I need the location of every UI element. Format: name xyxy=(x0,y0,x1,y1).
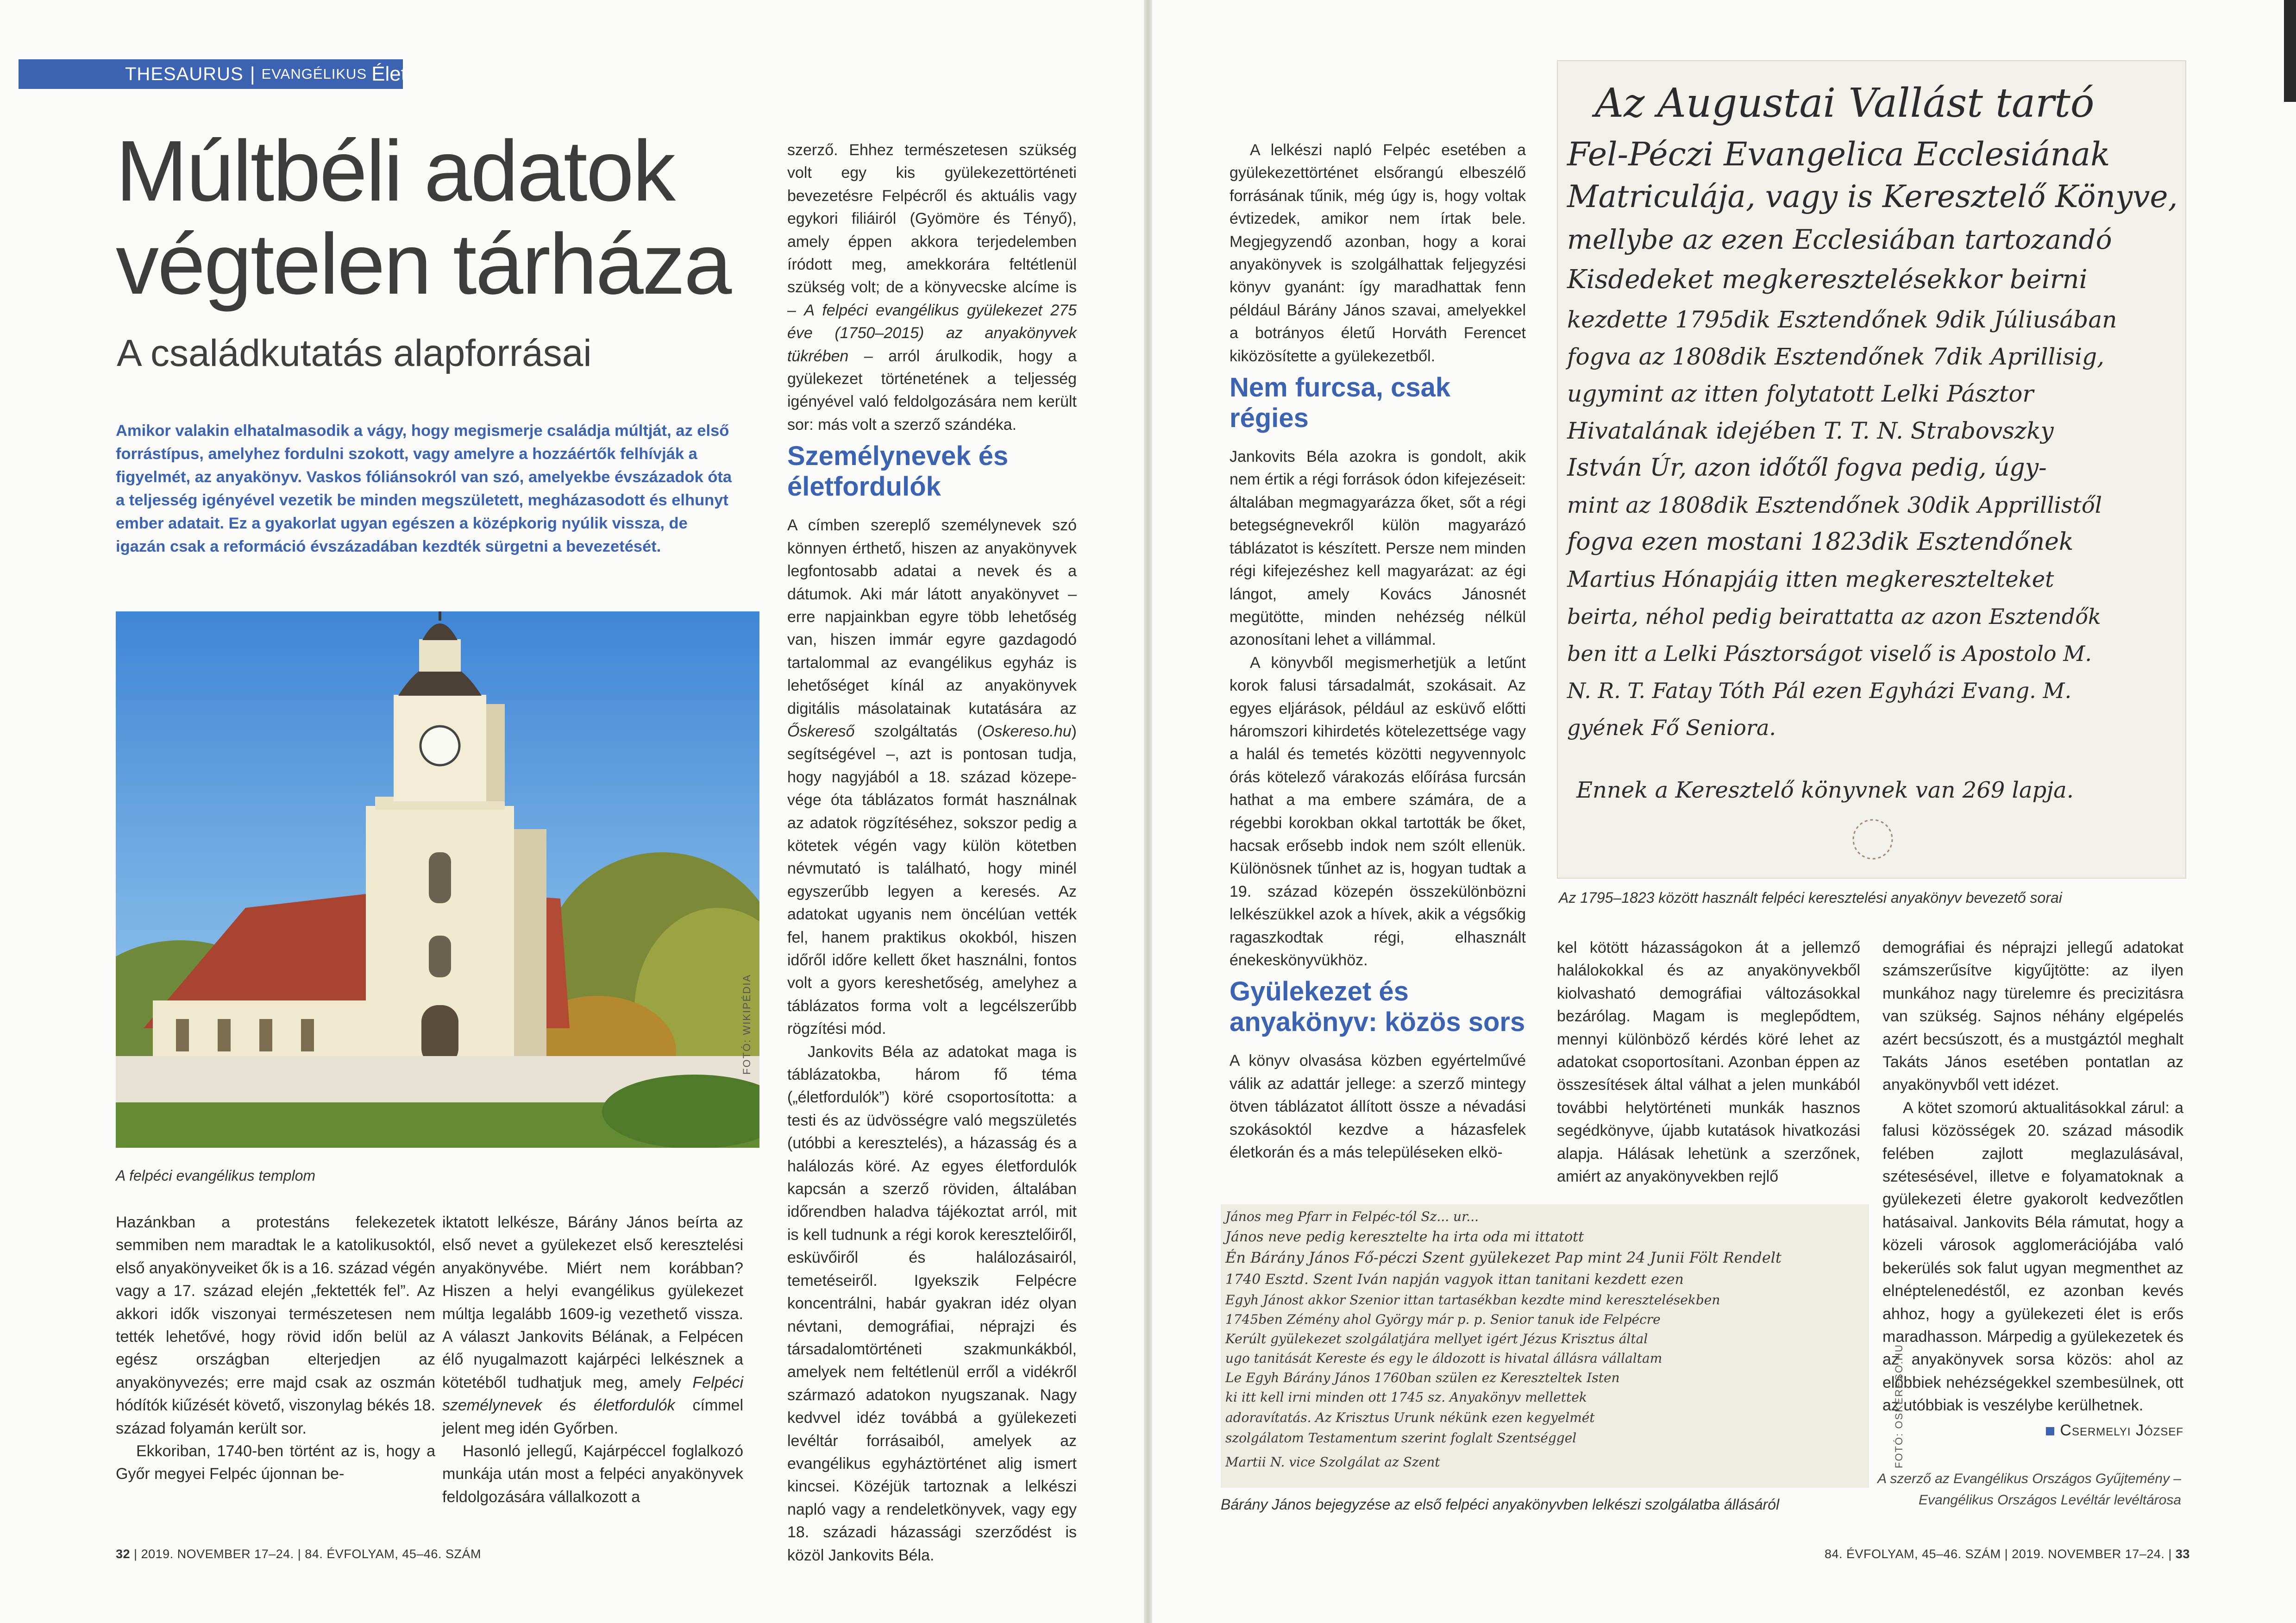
baptism-register-scan xyxy=(1557,60,2186,879)
entry-line: 1745ben Zémény ahol György már p. p. Senior tanuk ide Felpécre xyxy=(1225,1312,1661,1327)
col3-p2-text-a: A címben szereplő személynevek szó könnyen érthető, hiszen az anyakönyvek legfontosabb adatai a nevek és a dátumok. Aki már látott anyakönyvet – erre napjainkban egyre több lehetőség van, hiszen immár egyre gazdagodó tartalommal az evangélikus egyház is lehetőséget kínál az anyakönyvek digitális másolatainak kutatására az xyxy=(787,516,1077,717)
page-gutter xyxy=(1144,0,1152,1623)
col2-p1-text-b: címmel jelent meg idén Győrben. xyxy=(442,1397,743,1437)
folio-left-volume: 84. ÉVFOLYAM, 45–46. SZÁM xyxy=(305,1547,481,1561)
folio-left: 32 | 2019. NOVEMBER 17–24. | 84. ÉVFOLYAM, 45–46. SZÁM xyxy=(116,1547,481,1561)
col1-paragraph-1: Hazánkban a protestáns felekezetek semmiben nem maradtak le a katolikusoktól, első anyakönyveiket ők is a 16. század végén vagy a 17. század elején „fektették fel”. Az akkori idők viszonyai természetesen nem tették lehetővé, hogy rövid időn belül az egész országban elterjedjen az anyakönyvezés; erre majd csak az oszmán hódítók kiűzését követő, viszonylag békés 18. század folyamán került sor. xyxy=(116,1214,435,1437)
ms-line: fogva ezen mostani 1823dik Esztendőnek xyxy=(1567,528,2074,556)
col3-p1-text-a: szerző. Ehhez természetesen szükség volt egy kis gyülekezettörténeti bevezetésre Felpécről és aktuális vagy egykori filiáiról (Gyömöre és Tényő), amely éppen akkora terjedelemben íródott meg, amekkorára feltétlenül szükség volt; de a könyvecske alcíme is – xyxy=(787,141,1077,319)
header-section: THESAURUS xyxy=(125,63,244,84)
folio-left-date: 2019. NOVEMBER 17–24. xyxy=(141,1547,294,1561)
scan-caption: Bárány János bejegyzése az első felpéci anyakönyvben lelkészi szolgálatba állásáról xyxy=(1221,1496,1780,1513)
col3-p2-service-url: Oskereso.hu xyxy=(982,722,1072,740)
ms-line: kezdette 1795dik Esztendőnek 9dik Júliusában xyxy=(1567,306,2117,333)
register-entry-text xyxy=(1221,1204,1869,1488)
col3-p1-text-b: – arról árulkodik, hogy a gyülekezet történetének a teljesség igényével való feldolgozására nem került sor: más volt a szerző szándéka. xyxy=(787,347,1077,434)
entry-line: ki itt kell irni minden ott 1745 sz. Anyakönyv mellettek xyxy=(1225,1390,1587,1405)
entry-line: adoravítatás. Az Krisztus Urunk nékünk ezen kegyelmét xyxy=(1225,1410,1595,1425)
folio-right-volume: 84. ÉVFOLYAM, 45–46. SZÁM xyxy=(1825,1547,2001,1561)
ms-line: Fel-Péczi Evangelica Ecclesiának xyxy=(1567,135,2110,173)
entry-line: János neve pedig keresztelte ha irta oda mi ittatott xyxy=(1225,1229,1584,1245)
col4-paragraph-3: A könyvből megismerhetjük a letűnt korok falusi társadalmát, szokásait. Az egyes eljárások, például az esküvő előtti háromszori kihirdetés kötelezettsége vagy a halál és temetés közötti negyvennyolc órás kötelező várakozás előírása furcsán hathat a ma embere számára, de a régebbi korokban okkal tartották be őket, hacsak erősebb indok nem szólt ellenük. Különösnek tűnhet az is, hogyan tudtak a 19. század közepén összekülönbözni lelkészükkel azok a hívek, akik a végsőkig ragaszkodtak régi, elhasznált énekeskönyvükhöz. xyxy=(1230,654,1526,969)
article-lede: Amikor valakin elhatalmasodik a vágy, hogy megismerje családja múltját, az első forrástípus, amelyhez fordulni szokott, vagy amelyre a hozzáértők felhívják a figyelmét, az anyakönyv. Vaskos fóliánsokról van szó, amelyekbe évszázadok óta a teljesség igényével vezetik be minden megszületett, megházasodott és elhunyt ember adatait. Ez a gyakorlat ugyan egészen a középkorig nyúlik vissza, de igazán csak a reformáció évszázadában kezdték sürgetni a bevezetését. xyxy=(116,422,732,555)
ms-line: ugymint az itten folytatott Lelki Pásztor xyxy=(1567,380,2034,407)
page-edge-mark xyxy=(2284,0,2296,102)
col4-heading-2: Gyülekezet és anyakönyv: közös sors xyxy=(1230,976,1525,1038)
col6-paragraph-1: demográfiai és néprajzi jellegű adatokat számszerűsítve kigyűjtötte: az ilyen munkához nagy türelemre és precizitásra van szükség. Sajnos néhány elgépelés azért becsúszott, és a mustgáztól meghalt Takáts János esetében pontatlan az anyakönyvből vett idézet. xyxy=(1882,939,2183,1094)
manuscript-text xyxy=(1558,61,2185,878)
author-name: Csermelyi József xyxy=(2060,1421,2183,1439)
author-footnote: A szerző az Evangélikus Országos Gyűjtemény – Evangélikus Országos Levéltár levéltárosa xyxy=(1877,1471,2181,1508)
col6-paragraph-2: A kötet szomorú aktualitásokkal zárul: a falusi közösségek 20. század második felében zajlott meglazulásával, szétesésével, illetve e folyamatoknak a gyülekezeti életre gyakorolt kedvezőtlen hatásaival. Jankovits Béla rámutat, hogy a közeli városok agglomerációjába való bekerülés sok falut ugyan megmenthet az elnéptelenedéstől, ez azonban kevés ahhoz, hogy a gyülekezeti élet is erős maradhasson. Márpedig a gyülekezetek és az anyakönyvek sorsa közös: ahol az előbbiek nehézségekkel szembesülnek, ott az utóbbiak is veszélybe kerülhetnek. xyxy=(1882,1099,2183,1415)
col2-p1-book-title: Felpéci személynevek és életfordulók xyxy=(442,1373,743,1415)
col4-paragraph-1: A lelkészi napló Felpéc esetében a gyülekezettörténet elsőrangú elbeszélő forrásának tűnik, még úgy is, hogy voltak évtizedek, amikor nem írtak bele. Megjegyzendő azonban, hogy a korai anyakönyvek is szolgálhattak feljegyzési könyv gyanánt: így maradhattak fenn például Bárány János szavai, amelyekkel a botrányos életű Horváth Ferencet kiközösítette a gyülekezetből. xyxy=(1230,141,1526,365)
ms-line: István Úr, azon időtől fogva pedig, úgy- xyxy=(1567,454,2047,482)
entry-line: szolgálatom Testamentum szerint foglalt Szentséggel xyxy=(1225,1430,1577,1446)
col4-heading-1: Nem furcsa, csak régies xyxy=(1230,372,1451,434)
column-6 xyxy=(1882,937,2183,1442)
seal-stamp xyxy=(1853,820,1892,859)
col3-p2-service-name: Őskereső xyxy=(787,722,855,740)
church-illustration xyxy=(116,611,759,1148)
ms-line: Kisdedeket megkeresztelésekkor beirni xyxy=(1567,264,2088,295)
entry-line: ugo tanitását Kereste és egy le áldozott is hivatal állásra vállaltam xyxy=(1225,1351,1662,1366)
col3-p2-text-b: ) segítségével –, azt is pontosan tudja, hogy nagyjából a 18. század közepe-vége óta táblázatos formát használnak az adatok rögzítéséhez, sokszor pedig a kötetek végén vagy külön kötetben névmutató is található, hogy minél egyszerűbb legyen a keresés. Az adatokat ugyanis nem öncélúan vették fel, hanem praktikus okokból, hiszen időről időre kellett őket használni, fontos volt a gyors kereshetőség, amelyhez a táblázatos forma volt a legcélszerűbb rögzítési mód. xyxy=(787,722,1077,1038)
col2-paragraph-2: Hasonló jellegű, Kajárpéccel foglalkozó munkája után most a felpéci anyakönyvek feldolgozására vállalkozott a xyxy=(442,1442,743,1506)
col5-paragraph-1: kel kötött házasságokon át a jellemző halálokokkal és az anyakönyvekből kiolvasható demográfiai változásokkal bezárólag. Magam is meglepődtem, mennyi különböző kérdés köré lehet az adatokat csoportosítani. Azonban éppen az összesítések által válhat a jelen munkából további helytörténeti munkák hasznos segédkönyve, újabb kutatások hivatkozási alapja. Hálásak lehetünk a szerzőnek, amiért az anyakönyvekben rejlő xyxy=(1557,939,1860,1186)
left-page xyxy=(0,0,1144,1623)
header-separator: | xyxy=(250,63,255,85)
ms-line: mint az 1808dik Esztendőnek 30dik Apprillistől xyxy=(1567,492,2102,518)
photo-credit: FOTÓ: WIKIPÉDIA xyxy=(741,974,753,1075)
entry-line: Le Egyh Bárány János 1760ban szülen ez Kereszteltek Isten xyxy=(1225,1370,1620,1385)
entry-line: Kerúlt gyülekezet szolgálatjára mellyet igért Jézus Krisztus által xyxy=(1225,1331,1648,1346)
col3-heading-1: Személynevek és életfordulók xyxy=(787,441,1009,502)
entry-line: 1740 Esztd. Szent Iván napján vagyok ittan tanitani kezdett ezen xyxy=(1225,1271,1684,1288)
entry-line: János meg Pfarr in Felpéc-tól Sz... ur... xyxy=(1225,1209,1479,1224)
article-subtitle: A családkutatás alapforrásai xyxy=(117,332,592,374)
title-line-1: Múltbéli adatok xyxy=(116,123,675,219)
section-header xyxy=(19,59,407,89)
ms-line: ben itt a Lelki Pásztorságot viselő is Apostolo M. xyxy=(1567,641,2092,666)
column-3 xyxy=(787,139,1077,1567)
signature-square-icon xyxy=(2046,1427,2054,1435)
church-photo xyxy=(116,611,759,1148)
col2-paragraph-1 xyxy=(442,1211,743,1440)
scan-credit: FOTÓ: OSKERESO.HU xyxy=(1893,1344,1905,1468)
register-entry-scan xyxy=(1221,1204,1869,1488)
manuscript-caption: Az 1795–1823 között használt felpéci keresztelési anyakönyv bevezető sorai xyxy=(1559,889,2062,906)
folio-right-date: 2019. NOVEMBER 17–24. xyxy=(2012,1547,2165,1561)
header-subsection-end: Élet xyxy=(371,63,407,85)
ms-line: Martius Hónapjáig itten megkeresztelteket xyxy=(1567,566,2054,592)
col4-paragraph-4: A könyv olvasása közben egyértelművé válik az adattár jellege: a szerző mintegy ötven táblázatot állított össze a névadási szokásoktól kezdve a házasfelek életkorán és a más településeken elkö- xyxy=(1230,1052,1526,1162)
entry-line: Én Bárány János Fő-péczi Szent gyülekezet Pap mint 24 Junii Fölt Rendelt xyxy=(1225,1249,1782,1266)
col3-paragraph-1 xyxy=(787,139,1077,436)
ms-line: beirta, néhol pedig beirattatta az azon Esztendők xyxy=(1567,604,2101,629)
column-1 xyxy=(116,1211,435,1486)
header-subsection: EVANGÉLIKUS xyxy=(261,66,367,82)
col4-paragraph-2: Jankovits Béla azokra is gondolt, akik nem értik a régi források ódon kifejezéseit: általában megmagyarázza őket, sőt a régi betegségnevekről külön magyarázó táblázatot is készített. Persze nem minden régi kifejezéshez kell magyarázat: az égi lángot, amely Kovács Jánosnét megütötte, minden nehézség nélkül azonosítani lehet a villámmal. xyxy=(1230,448,1526,649)
folio-right: 84. ÉVFOLYAM, 45–46. SZÁM | 2019. NOVEMBER 17–24. | 33 xyxy=(1825,1547,2190,1561)
col3-p1-subtitle: A felpéci evangélikus gyülekezet 275 éve (1750–2015) az anyakönyvek tükrében xyxy=(787,301,1077,365)
photo-caption: A felpéci evangélikus templom xyxy=(116,1167,316,1184)
ms-line: Ennek a Keresztelő könyvnek van 269 lapja. xyxy=(1576,777,2074,803)
col3-paragraph-2 xyxy=(787,514,1077,1040)
col2-p1-text-a: iktatott lelkésze, Bárány János beírta az első nevet a gyülekezet első keresztelési anyakönyvébe. Miért nem korábban? Hiszen a helyi evangélikus gyülekezet múltja legalább 1609-ig vezethető vissza. A választ Jankovits Bélának, a Felpécen élő nyugalmazott kajárpéci lelkésznek a kötetéből tudhatjuk meg, amely xyxy=(442,1214,743,1391)
article-title xyxy=(116,125,755,311)
folio-left-page: 32 xyxy=(116,1547,131,1561)
entry-line: Egyh Jánost akkor Szenior ittan tartasékban kezdte mind keresztelésekben xyxy=(1225,1292,1720,1308)
column-2 xyxy=(442,1211,743,1509)
col1-paragraph-2: Ekkoriban, 1740-ben történt az is, hogy a Győr megyei Felpéc újonnan be- xyxy=(116,1442,435,1483)
column-4 xyxy=(1230,139,1526,1164)
ms-line: N. R. T. Fatay Tóth Pál ezen Egyházi Evang. M. xyxy=(1567,678,2072,703)
ms-line: Az Augustai Vallást tartó xyxy=(1595,80,2095,126)
ms-line: Hivatalának idejében T. T. N. Strabovszky xyxy=(1567,417,2054,444)
col3-p2-text-mid: szolgáltatás ( xyxy=(854,722,982,740)
ms-line: gyének Fő Seniora. xyxy=(1567,715,1776,740)
entry-line: Martii N. vice Szolgálat az Szent xyxy=(1225,1454,1440,1470)
ms-line: Matriculája, vagy is Keresztelő Könyve, xyxy=(1567,179,2178,214)
ms-line: mellybe az ezen Ecclesiában tartozandó xyxy=(1567,224,2112,255)
folio-right-page: 33 xyxy=(2175,1547,2190,1561)
column-5 xyxy=(1557,937,1860,1188)
ms-line: fogva az 1808dik Esztendőnek 7dik Aprillisig, xyxy=(1567,343,2105,370)
col3-paragraph-3: Jankovits Béla az adatokat maga is táblázatokba, három fő téma („életfordulók”) köré csoportosította: a testi és az üdvösségre való megszületés (utóbbi a keresztelés), a házasság és a halálozás köré. Az egyes életfordulók kapcsán a szerző röviden, általában időrendben haladva tájékoztat arról, mit is kell tudnunk a régi korok keresztelőiről, esküvőiről és halálozásairól, temetéseiről. Igyekszik Felpécre koncentrálni, habár gyakran idéz olyan névtani, demográfiai, néprajzi és társadalomtörténeti szakmunkákból, amelyek nem feltétlenül erről a vidékről származó adatokon nyugszanak. Nagy kedvvel idéz továbbá a gyülekezeti levéltár forrásaiból, amelyek az evangélikus egyháztörténet alig ismert kincsei. Közéjük tartoznak a lelkészi napló vagy a rendeletkönyvek, vagy egy 18. századi házassági szerződést is közöl Jankovits Béla. xyxy=(787,1043,1077,1564)
author-signature xyxy=(1882,1419,2183,1442)
title-line-2: végtelen tárháza xyxy=(116,216,731,312)
